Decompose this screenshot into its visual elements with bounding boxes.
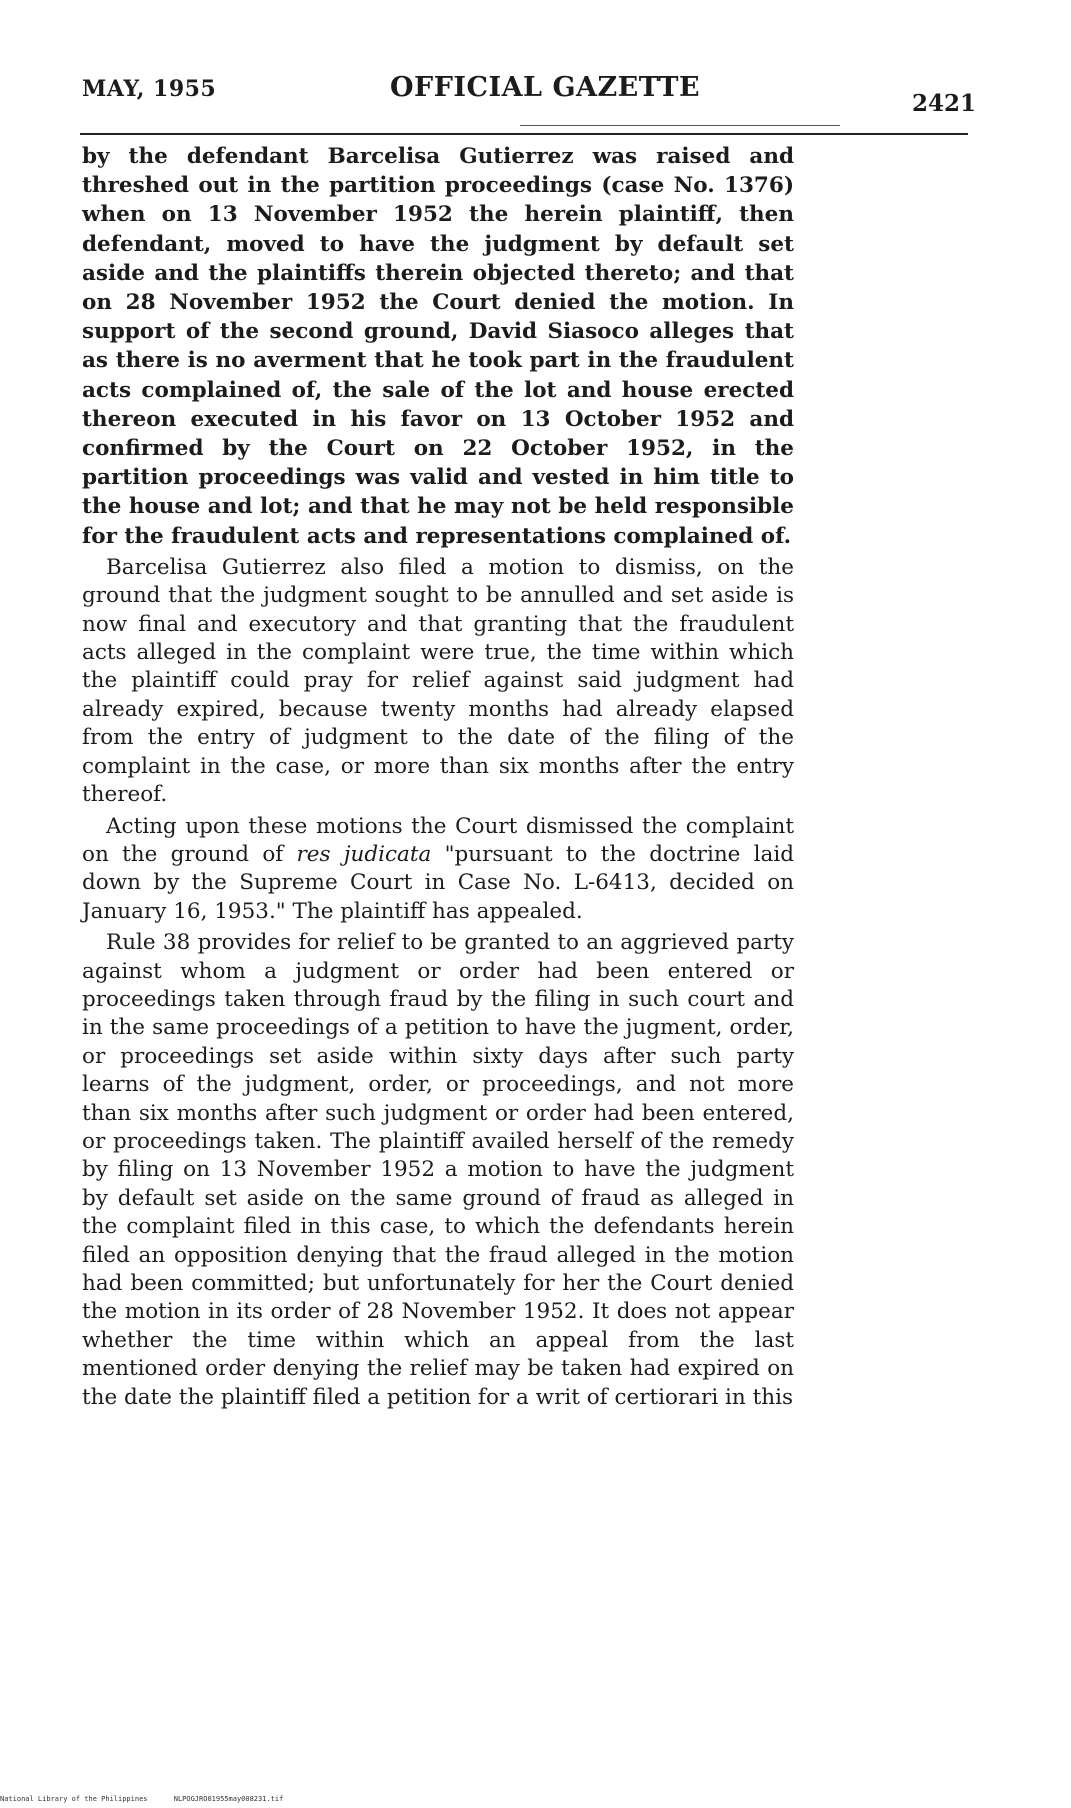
footer-file: NLPOGJRO01955may008231.tif [173, 1795, 284, 1803]
paragraph-motion-to-dismiss: Barcelisa Gutierrez also filed a motion to dismiss, on the ground that the judgment sought to be annulled and set aside is now final and executory and that granting that the fraudulent acts alleged in the complaint were true, the time within which the plaintiff could pray for relief against said judgment had already expired, because twenty months had already elapsed from the entry of judgment to the date of the filing of the complaint in the case, or more than six months after the entry thereof. [82, 554, 794, 808]
paragraph-continuation: by the defendant Barcelisa Gutierrez was raised and threshed out in the partition proceedings (case No. 1376) when on 13 November 1952 the herein plaintiff, then defendant, moved to have the judgment by default set aside and the plaintiffs therein objected thereto; and that on 28 November 1952 the Court denied the motion. In support of the second ground, David Siasoco alleges that as there is no averment that he took part in the fraudulent acts complained of, the sale of the lot and house erected thereon executed in his favor on 13 October 1952 and confirmed by the Court on 22 October 1952, in the partition proceedings was valid and vested in him title to the house and lot; and that he may not be held responsible for the fraudulent acts and representations complained of. [82, 144, 794, 549]
article-body [82, 142, 794, 1415]
paragraph-rule-38: Rule 38 provides for relief to be granted to an aggrieved party against whom a judgment or order had been entered or proceedings taken through fraud by the filing in such court and in the same proceedings of a petition to have the jugment, order, or proceedings set aside within sixty days after such party learns of the judgment, order, or proceedings, and not more than six months after such judgment or order had been entered, or proceedings taken. The plaintiff availed herself of the remedy by filing on 13 November 1952 a motion to have the judgment by default set aside on the same ground of fraud as alleged in the complaint filed in this case, to which the defendants herein filed an opposition denying that the fraud alleged in the motion had been committed; but unfortunately for her the Court denied the motion in its order of 28 November 1952. It does not appear whether the time within which an appeal from the last mentioned order denying the relief may be taken had expired on the date the plaintiff filed a petition for a writ of certiorari in this [82, 930, 794, 1410]
page-number: 2421 [912, 90, 977, 117]
scan-footer [0, 1795, 305, 1803]
header-rule [80, 133, 968, 135]
publication-title: OFFICIAL GAZETTE [390, 72, 701, 103]
court-action-text-b: "pursuant to the doctrine laid down by the Supreme Court in Case No. L-6413, decided on January 16, 1953." The plaintiff has appealed. [82, 841, 795, 924]
court-action-text-a: Acting upon these motions the Court dismissed the complaint on the ground of [82, 813, 794, 867]
paragraph-court-action [82, 813, 794, 927]
footer-library: National Library of the Philippines [0, 1795, 148, 1803]
latin-term: res judicata [296, 841, 432, 867]
page-header [0, 70, 1071, 115]
header-rule-thin [520, 125, 840, 126]
issue-date: MAY, 1955 [82, 76, 217, 102]
